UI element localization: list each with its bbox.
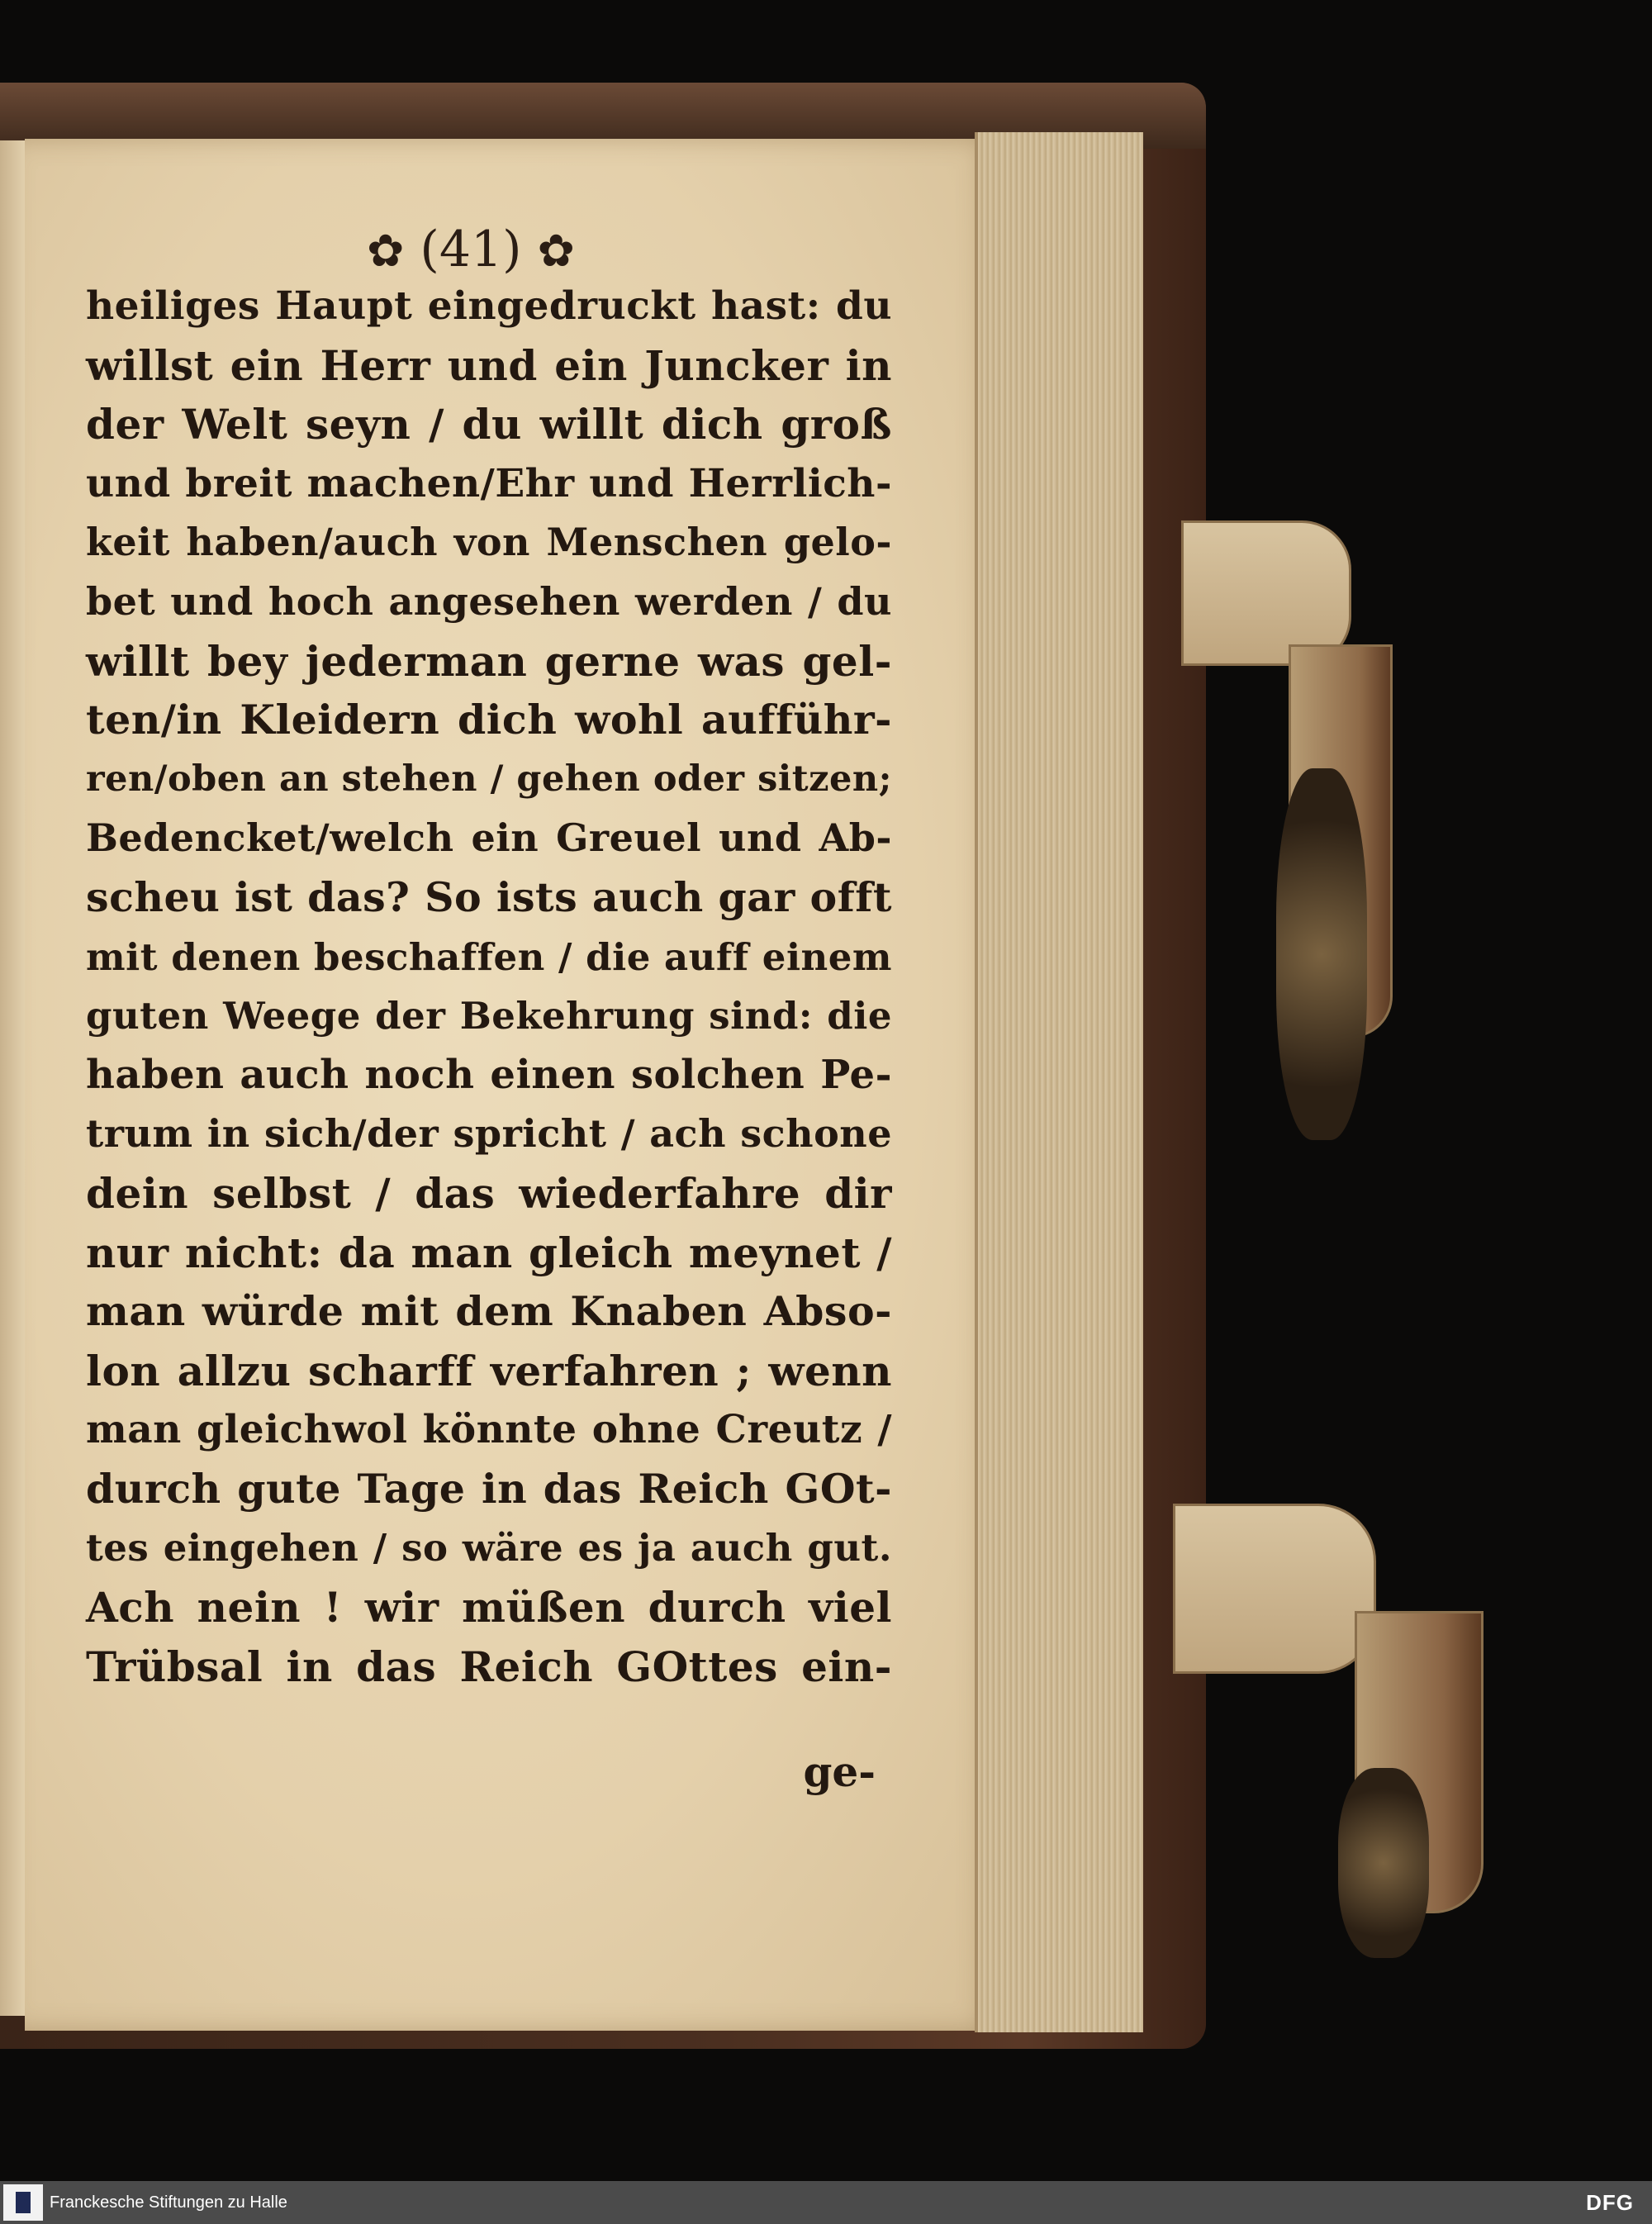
text-block <box>86 277 892 1696</box>
page-number-text: (41) <box>420 221 522 278</box>
clasp-strap-lower <box>1173 1504 1376 1674</box>
page-edges <box>975 132 1143 2032</box>
catchword: ge- <box>803 1747 876 1796</box>
text-line: guten Weege der Bekehrung sind: die <box>86 994 892 1038</box>
text-line: dein selbst / das wiederfahre dir <box>86 1168 892 1218</box>
clasp-metal-lower <box>1338 1768 1429 1958</box>
text-line: willt bey jederman gerne was gel- <box>86 636 892 686</box>
ornament-left-icon: ✿ <box>367 225 405 277</box>
viewer-footer <box>0 2181 1652 2224</box>
text-line: man gleichwol könnte ohne Creutz / <box>86 1407 892 1453</box>
institution-name: Franckesche Stiftungen zu Halle <box>50 2193 287 2212</box>
text-line: Trübsal in das Reich GOttes ein- <box>86 1642 892 1691</box>
text-line: man würde mit dem Knaben Abso- <box>86 1287 892 1336</box>
text-line: heiliges Haupt eingedruckt hast: du <box>86 283 892 329</box>
text-line: scheu ist das? So ists auch gar offt <box>86 872 892 921</box>
ornament-right-icon: ✿ <box>537 225 575 277</box>
page-number <box>347 216 595 283</box>
text-line: trum in sich/der spricht / ach schone <box>86 1111 892 1157</box>
text-line: nur nicht: da man gleich meynet / <box>86 1228 892 1277</box>
institution-logo-icon <box>3 2184 43 2221</box>
text-line: Bedencket/welch ein Greuel und Ab- <box>86 815 892 861</box>
text-line: ren/oben an stehen / gehen oder sitzen; <box>86 758 892 800</box>
dfg-logo: DFG <box>1586 2190 1634 2215</box>
text-line: willst ein Herr und ein Juncker in <box>86 340 892 390</box>
text-line: bet und hoch angesehen werden / du <box>86 578 892 624</box>
text-line: mit denen beschaffen / die auff einem <box>86 934 892 979</box>
text-line: haben auch noch einen solchen Pe- <box>86 1051 892 1098</box>
text-line: ten/in Kleidern dich wohl aufführ- <box>86 696 892 744</box>
text-line: und breit machen/Ehr und Herrlich- <box>86 460 892 506</box>
text-line: durch gute Tage in das Reich GOt- <box>86 1464 892 1513</box>
clasp-metal-upper <box>1276 768 1367 1140</box>
text-line: der Welt seyn / du willt dich groß <box>86 400 892 449</box>
text-line: Ach nein ! wir müßen durch viel <box>86 1583 892 1632</box>
text-line: keit haben/auch von Menschen gelo- <box>86 520 892 565</box>
text-line: lon allzu scharff verfahren ; wenn <box>86 1346 892 1395</box>
text-line: tes eingehen / so wäre es ja auch gut. <box>86 1526 892 1571</box>
